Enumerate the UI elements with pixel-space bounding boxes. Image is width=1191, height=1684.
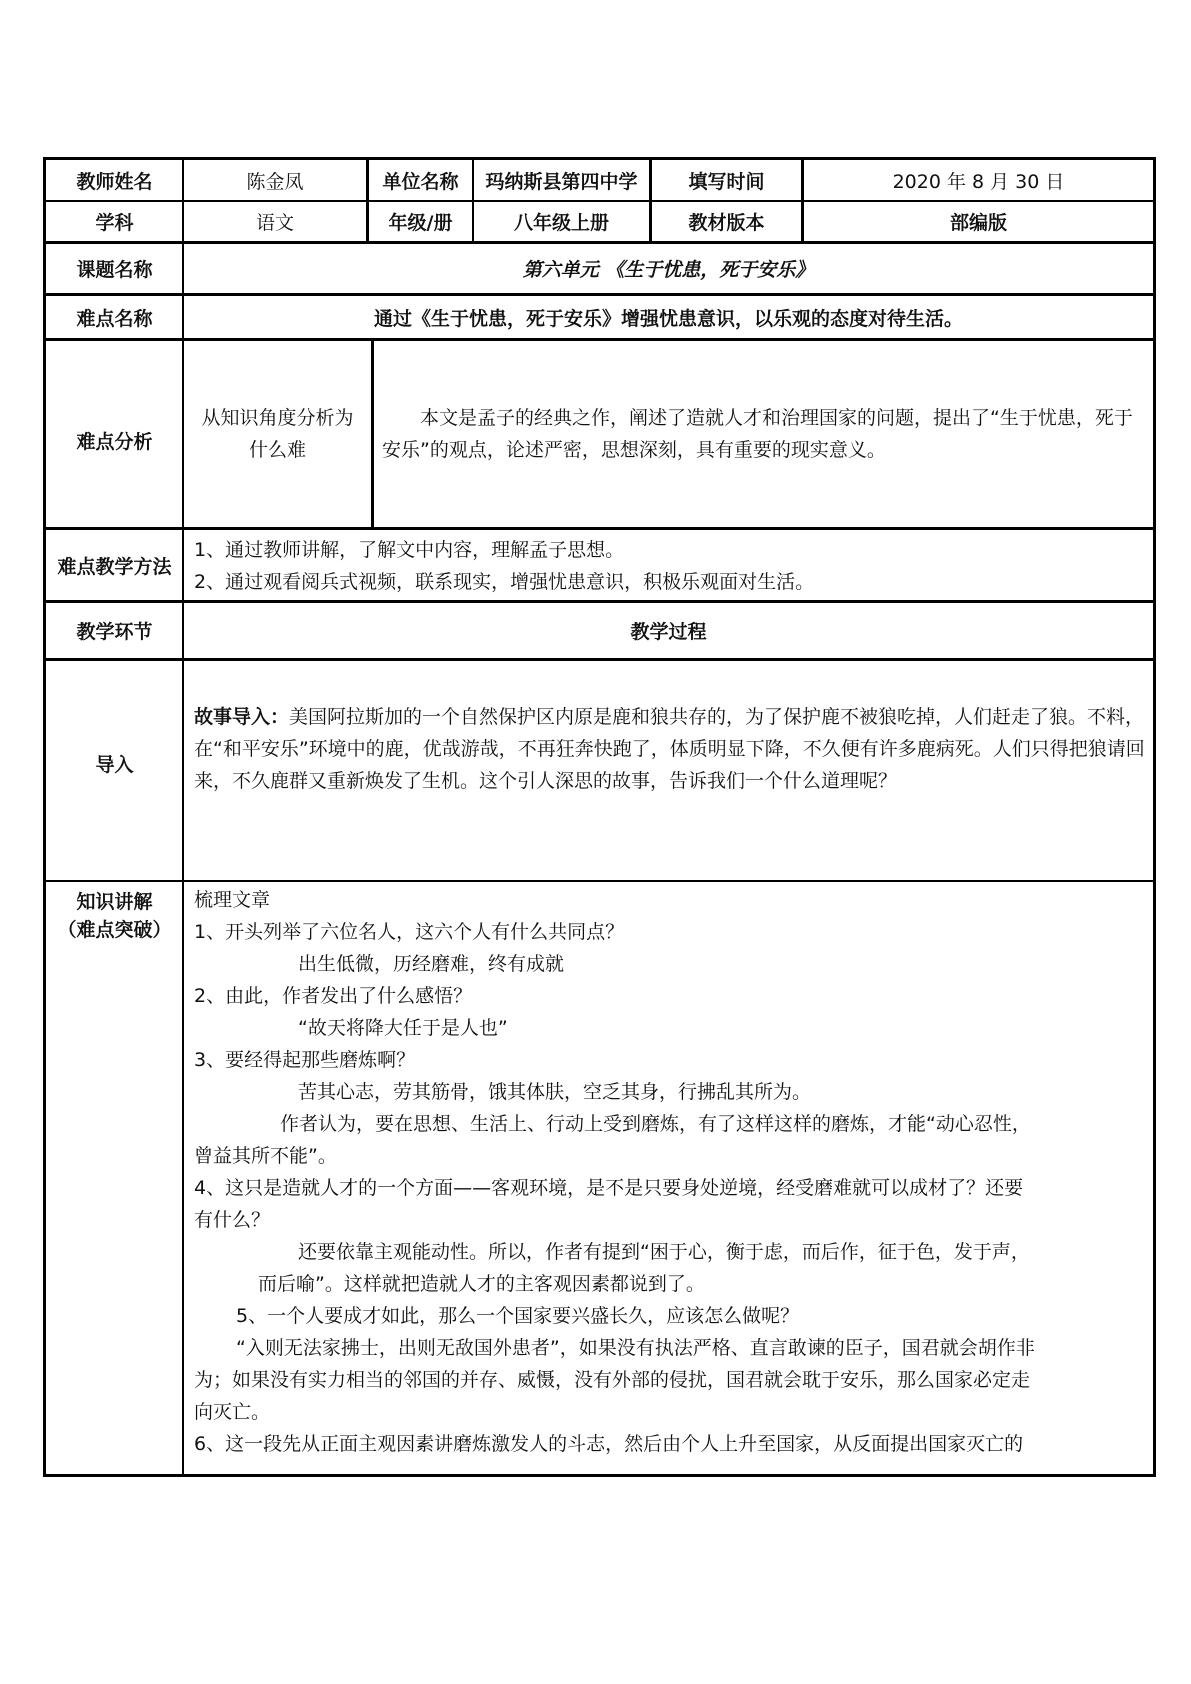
topic-label: 课题名称 (76, 259, 153, 281)
process-value: 教学过程 (630, 621, 707, 643)
knowledge-line: 曾益其所不能”。 (194, 1145, 337, 1167)
analysis-label: 难点分析 (76, 430, 153, 453)
teacher-label: 教师姓名 (76, 170, 153, 193)
method-line-1: 1、通过教师讲解，了解文中内容，理解孟子思想。 (194, 539, 625, 561)
subject-value: 语文 (255, 212, 294, 234)
date-value: 2020 年 8 月 30 日 (892, 170, 1065, 193)
intro-lead: 故事导入： (194, 706, 290, 728)
analysis-text: 本文是孟子的经典之作，阐述了造就人才和治理国家的问题，提出了“生于忧患，死于安乐”的观点，论述严密，思想深刻，具有重要的现实意义。 (382, 407, 1133, 461)
knowledge-line: 6、这一段先从正面主观因素讲磨炼激发人的斗志，然后由个人上升至国家，从反面提出国家灭亡的 (194, 1433, 1024, 1455)
knowledge-line: 向灭亡。 (194, 1401, 271, 1423)
header-row-2 (43, 202, 1156, 241)
method-label: 难点教学方法 (57, 555, 172, 578)
date-label: 填写时间 (688, 170, 765, 193)
knowledge-label-1: 知识讲解 (76, 891, 153, 913)
knowledge-line: “入则无法家拂士，出则无敌国外患者”，如果没有执法严格、直言敢谏的臣子，国君就会胡作非 (236, 1337, 1035, 1359)
knowledge-line: 作者认为，要在思想、生活上、行动上受到磨炼，有了这样这样的磨炼，才能“动心忍性， (280, 1113, 1031, 1135)
knowledge-line: 而后喻”。这样就把造就人才的主客观因素都说到了。 (258, 1273, 705, 1295)
difficulty-label: 难点名称 (76, 307, 153, 330)
knowledge-line: 还要依靠主观能动性。所以，作者有提到“困于心，衡于虑，而后作，征于色，发于声， (298, 1241, 1030, 1263)
topic-value: 第六单元 《生于忧患，死于安乐》 (522, 259, 815, 281)
knowledge-line: 4、这只是造就人才的一个方面——客观环境，是不是只要身处逆境，经受磨难就可以成材了？还要 (194, 1177, 1024, 1199)
header-row-1 (43, 160, 1156, 200)
difficulty-value: 通过《生于忧患，死于安乐》增强忧患意识，以乐观的态度对待生活。 (373, 307, 963, 330)
subject-label: 学科 (95, 212, 134, 234)
knowledge-line: 1、开头列举了六位名人，这六个人有什么共同点？ (194, 921, 625, 943)
difficulty-row (43, 296, 1156, 338)
knowledge-line: 3、要经得起那些磨炼啊？ (194, 1049, 416, 1071)
intro-text: 美国阿拉斯加的一个自然保护区内原是鹿和狼共存的，为了保护鹿不被狼吃掉，人们赶走了狼。不料，在“和平安乐”环境中的鹿，优哉游哉，不再狂奔快跑了，体质明显下降，不久便有许多鹿病死。人们只得把狼请回来，不久鹿群又重新焕发了生机。这个引人深思的故事，告诉我们一个什么道理呢？ (194, 706, 1145, 792)
analysis-row (43, 341, 1156, 527)
knowledge-label-2: （难点突破） (57, 919, 172, 941)
knowledge-label (46, 882, 183, 1474)
intro-row (43, 661, 1156, 880)
edition-label: 教材版本 (688, 212, 765, 234)
method-content (184, 530, 1153, 600)
knowledge-line: 苦其心志，劳其筋骨，饿其体肤，空乏其身，行拂乱其所为。 (298, 1081, 812, 1103)
knowledge-line: 有什么？ (194, 1209, 271, 1231)
knowledge-line: 2、由此，作者发出了什么感悟？ (194, 985, 473, 1007)
topic-row (43, 244, 1156, 293)
knowledge-line: 出生低微，历经磨难，终有成就 (298, 953, 565, 975)
grade-value: 八年级上册 (513, 212, 609, 234)
edition-value: 部编版 (949, 212, 1007, 234)
knowledge-line: 5、一个人要成才如此，那么一个国家要兴盛长久，应该怎么做呢？ (236, 1305, 800, 1327)
method-row (43, 530, 1156, 600)
unit-label: 单位名称 (382, 170, 459, 193)
grade-label: 年级/册 (388, 212, 453, 234)
knowledge-line: “故天将降大任于是人也” (298, 1017, 508, 1039)
intro-label: 导入 (95, 754, 134, 776)
intro-content (184, 661, 1153, 880)
process-label: 教学环节 (76, 621, 153, 643)
method-line-2: 2、通过观看阅兵式视频，联系现实，增强忧患意识，积极乐观面对生活。 (194, 571, 815, 593)
knowledge-line: 为；如果没有实力相当的邻国的并存、威慑，没有外部的侵扰，国君就会耽于安乐，那么国家必定走 (194, 1369, 1031, 1391)
analysis-sub-label: 从知识角度分析为什么难 (201, 407, 354, 461)
teacher-value: 陈金凤 (246, 170, 304, 193)
knowledge-row (43, 882, 1156, 1477)
process-header-row (43, 603, 1156, 658)
knowledge-content (184, 882, 1153, 1474)
unit-value: 玛纳斯县第四中学 (485, 170, 638, 193)
knowledge-line: 梳理文章 (194, 889, 271, 911)
